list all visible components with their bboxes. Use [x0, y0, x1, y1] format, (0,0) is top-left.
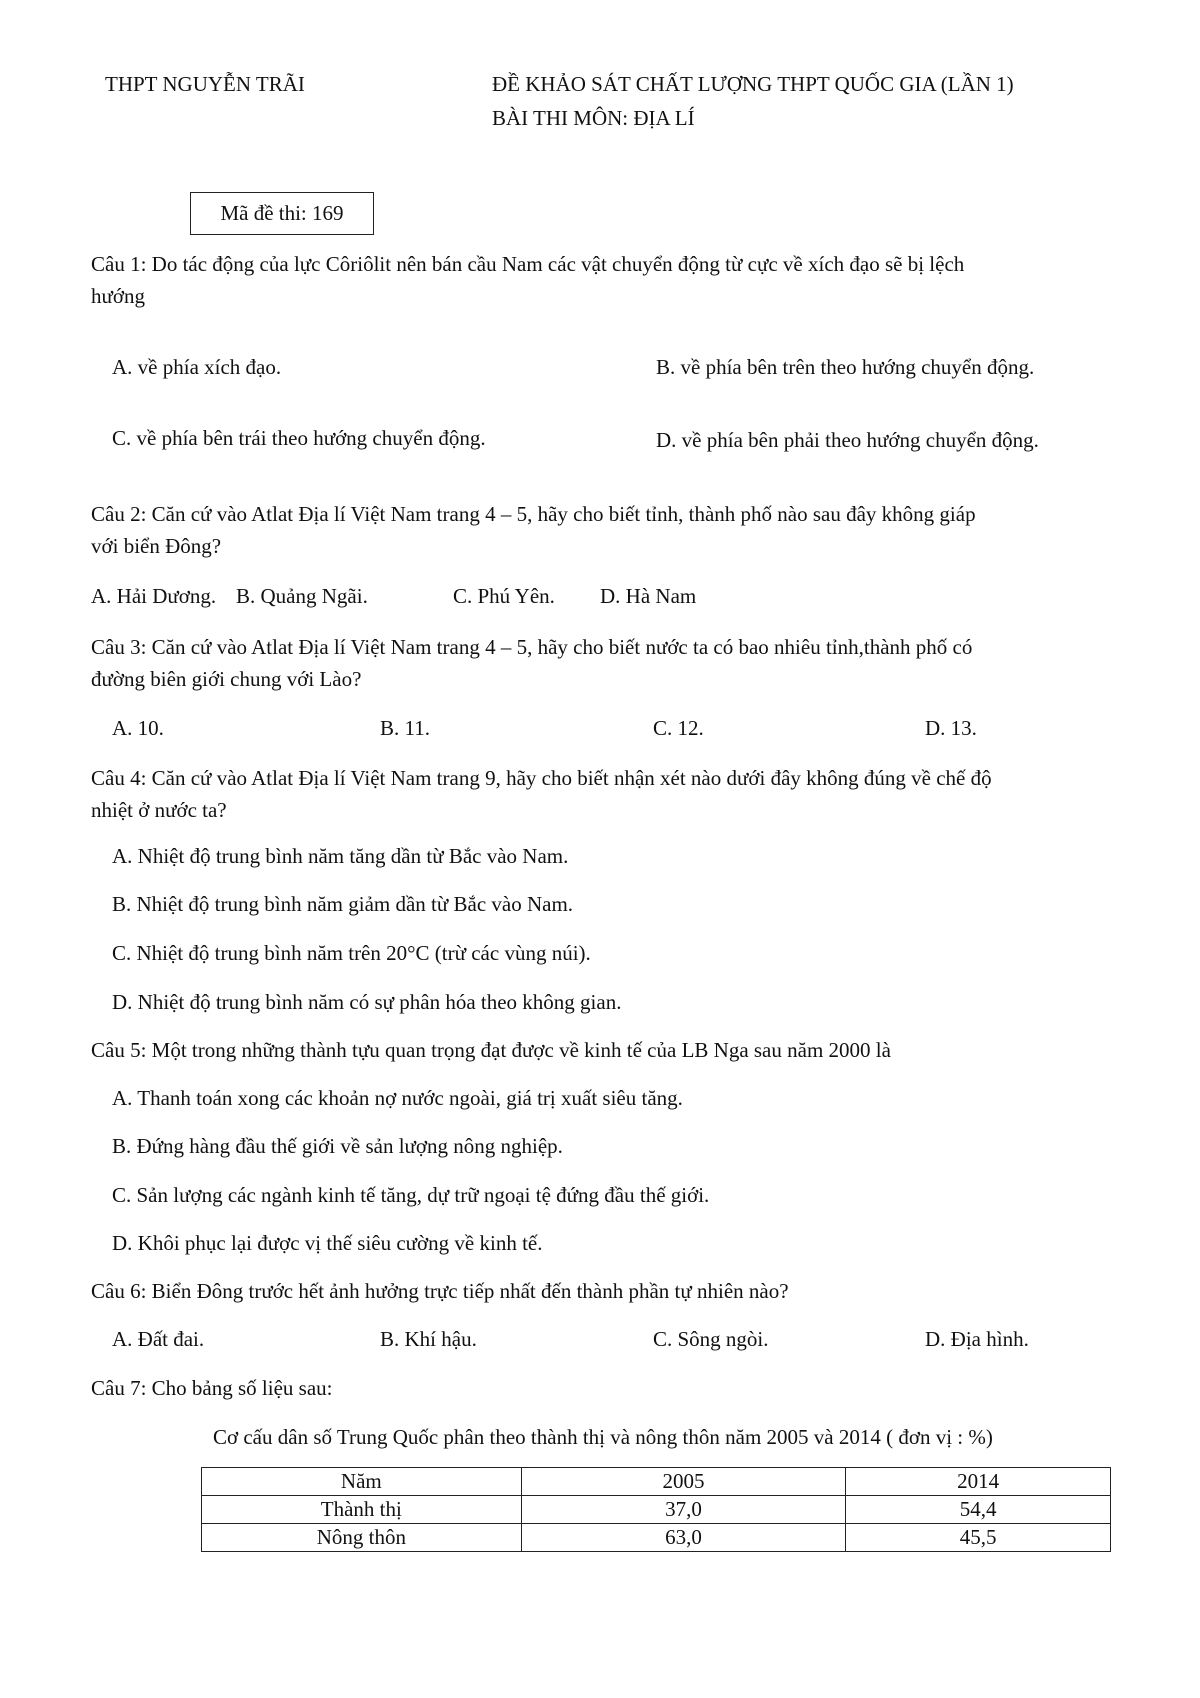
question-6-option-b: B. Khí hậu. [380, 1327, 477, 1351]
question-2-option-d: D. Hà Nam [600, 584, 697, 608]
question-1-option-a: A. về phía xích đạo. [112, 355, 282, 379]
question-4-line-1: Câu 4: Căn cứ vào Atlat Địa lí Việt Nam trang 9, hãy cho biết nhận xét nào dưới đây không đúng về chế độ [91, 766, 992, 790]
table-caption: Cơ cấu dân số Trung Quốc phân theo thành thị và nông thôn năm 2005 và 2014 ( đơn vị : %) [213, 1425, 993, 1449]
exam-code: Mã đề thi: 169 [220, 201, 344, 225]
question-1-line-2: hướng [91, 284, 145, 308]
table-row [202, 1496, 1111, 1524]
question-6-option-a: A. Đất đai. [112, 1327, 205, 1351]
table-cell: Nông thôn [202, 1524, 522, 1552]
question-5-option-a: A. Thanh toán xong các khoản nợ nước ngoài, giá trị xuất siêu tăng. [112, 1086, 683, 1110]
question-1-option-c: C. về phía bên trái theo hướng chuyển động. [112, 426, 486, 450]
exam-code-box [190, 192, 374, 235]
question-4-option-c: C. Nhiệt độ trung bình năm trên 20°C (trừ các vùng núi). [112, 941, 591, 965]
table-cell: 54,4 [846, 1496, 1111, 1524]
question-5-option-d: D. Khôi phục lại được vị thế siêu cường về kinh tế. [112, 1231, 543, 1255]
question-3-option-c: C. 12. [653, 716, 704, 740]
exam-subject: BÀI THI MÔN: ĐỊA LÍ [492, 106, 695, 130]
question-5-option-b: B. Đứng hàng đầu thế giới về sản lượng nông nghiệp. [112, 1134, 563, 1158]
question-5-line-1: Câu 5: Một trong những thành tựu quan trọng đạt được về kinh tế của LB Nga sau năm 2000 là [91, 1038, 891, 1062]
question-1-option-d: D. về phía bên phải theo hướng chuyển động. [656, 428, 1039, 452]
table-cell: 37,0 [521, 1496, 846, 1524]
data-table [201, 1467, 1111, 1552]
question-6-line-1: Câu 6: Biển Đông trước hết ảnh hưởng trực tiếp nhất đến thành phần tự nhiên nào? [91, 1279, 789, 1303]
question-1-line-1: Câu 1: Do tác động của lực Côriôlit nên bán cầu Nam các vật chuyển động từ cực về xích đạo sẽ bị lệch [91, 252, 965, 276]
question-4-option-a: A. Nhiệt độ trung bình năm tăng dần từ Bắc vào Nam. [112, 844, 569, 868]
question-4-option-b: B. Nhiệt độ trung bình năm giảm dần từ Bắc vào Nam. [112, 892, 574, 916]
table-row [202, 1524, 1111, 1552]
question-3-option-b: B. 11. [380, 716, 430, 740]
question-2-line-2: với biển Đông? [91, 534, 222, 558]
question-3-line-2: đường biên giới chung với Lào? [91, 667, 362, 691]
exam-title: ĐỀ KHẢO SÁT CHẤT LƯỢNG THPT QUỐC GIA (LẦN 1) [492, 72, 1014, 96]
table-header-row [202, 1468, 1111, 1496]
question-2-line-1: Câu 2: Căn cứ vào Atlat Địa lí Việt Nam trang 4 – 5, hãy cho biết tỉnh, thành phố nào sau đây không giáp [91, 502, 976, 526]
question-6-option-c: C. Sông ngòi. [653, 1327, 769, 1351]
question-3-option-a: A. 10. [112, 716, 164, 740]
question-2-option-c: C. Phú Yên. [453, 584, 555, 608]
table-header-cell: 2014 [846, 1468, 1111, 1496]
question-1-option-b: B. về phía bên trên theo hướng chuyển động. [656, 355, 1035, 379]
question-3-option-d: D. 13. [925, 716, 977, 740]
question-2-option-a: A. Hải Dương. [91, 584, 217, 608]
table-cell: 45,5 [846, 1524, 1111, 1552]
question-4-line-2: nhiệt ở nước ta? [91, 798, 227, 822]
question-3-line-1: Câu 3: Căn cứ vào Atlat Địa lí Việt Nam trang 4 – 5, hãy cho biết nước ta có bao nhiêu tỉnh,thành phố có [91, 635, 973, 659]
table-cell: Thành thị [202, 1496, 522, 1524]
table-header-cell: 2005 [521, 1468, 846, 1496]
question-6-option-d: D. Địa hình. [925, 1327, 1029, 1351]
question-5-option-c: C. Sản lượng các ngành kinh tế tăng, dự trữ ngoại tệ đứng đầu thế giới. [112, 1183, 710, 1207]
table-cell: 63,0 [521, 1524, 846, 1552]
question-4-option-d: D. Nhiệt độ trung bình năm có sự phân hóa theo không gian. [112, 990, 622, 1014]
school-name: THPT NGUYỄN TRÃI [105, 72, 305, 96]
table-header-cell: Năm [202, 1468, 522, 1496]
question-2-option-b: B. Quảng Ngãi. [236, 584, 368, 608]
question-7-line-1: Câu 7: Cho bảng số liệu sau: [91, 1376, 333, 1400]
